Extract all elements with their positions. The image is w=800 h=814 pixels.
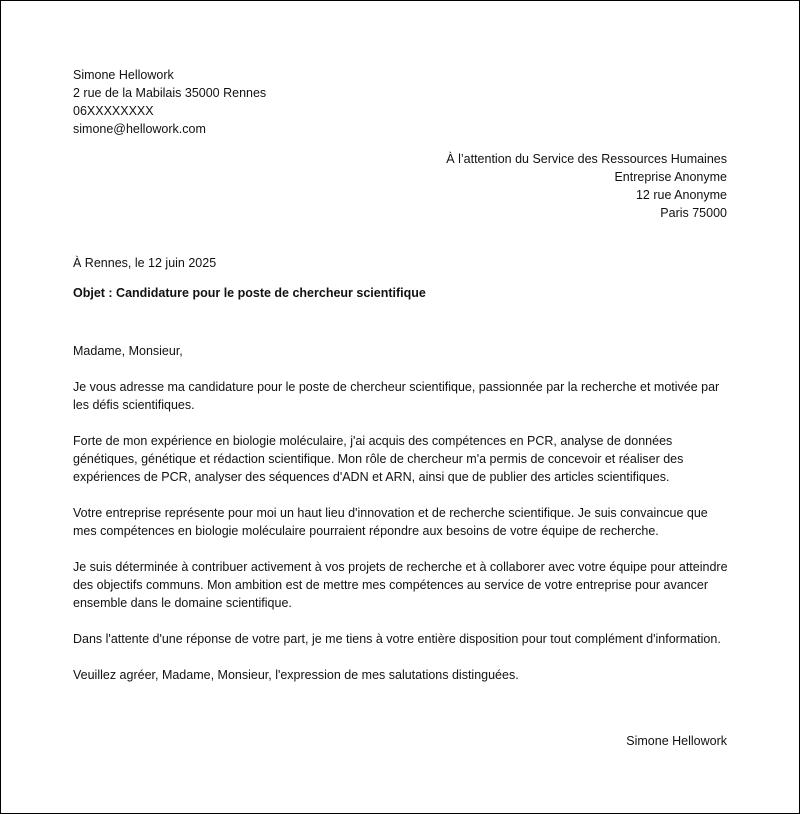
sender-address: 2 rue de la Mabilais 35000 Rennes [73,86,267,100]
paragraph-experience: Forte de mon expérience en biologie moléculaire, j'ai acquis des compétences en PCR, analyse de données génétiques, génétique et rédaction scientifique. Mon rôle de chercheur m'a permis de concevoir et réaliser des expériences de PCR, analyser des séquences d'ADN et ARN, ainsi que de publier des articles scientifiques. [73,434,684,484]
recipient-city: Paris 75000 [660,206,727,220]
greeting: Madame, Monsieur, [73,344,183,358]
letter-subject: Objet : Candidature pour le poste de chercheur scientifique [73,286,426,300]
paragraph-company: Votre entreprise représente pour moi un haut lieu d'innovation et de recherche scientifique. Je suis convaincue que mes compétences en biologie moléculaire pourraient répondre aux besoins de votre équipe de recherche. [73,506,708,538]
recipient-street: 12 rue Anonyme [635,188,727,202]
sender-name: Simone Hellowork [73,68,174,82]
sender-email: simone@hellowork.com [73,122,206,136]
paragraph-intro: Je vous adresse ma candidature pour le poste de chercheur scientifique, passionnée par la recherche et motivée par les défis scientifiques. [73,380,720,412]
recipient-attention: À l’attention du Service des Ressources Humaines [446,152,727,166]
signature: Simone Hellowork [626,734,727,748]
closing-formula: Veuillez agréer, Madame, Monsieur, l'expression de mes salutations distinguées. [73,668,519,682]
recipient-block [446,150,727,222]
sender-block [73,66,266,138]
paragraph-availability: Dans l'attente d'une réponse de votre part, je me tiens à votre entière disposition pour tout complément d'information. [73,632,721,646]
letter-date: À Rennes, le 12 juin 2025 [73,256,217,270]
recipient-company: Entreprise Anonyme [614,170,727,184]
paragraph-motivation: Je suis déterminée à contribuer activement à vos projets de recherche et à collaborer avec votre équipe pour atteindre des objectifs communs. Mon ambition est de mettre mes compétences au service de votre entreprise pour avancer ensemble dans le domaine scientifique. [73,560,728,610]
letter-body [73,342,733,702]
sender-phone: 06XXXXXXXX [73,104,154,118]
